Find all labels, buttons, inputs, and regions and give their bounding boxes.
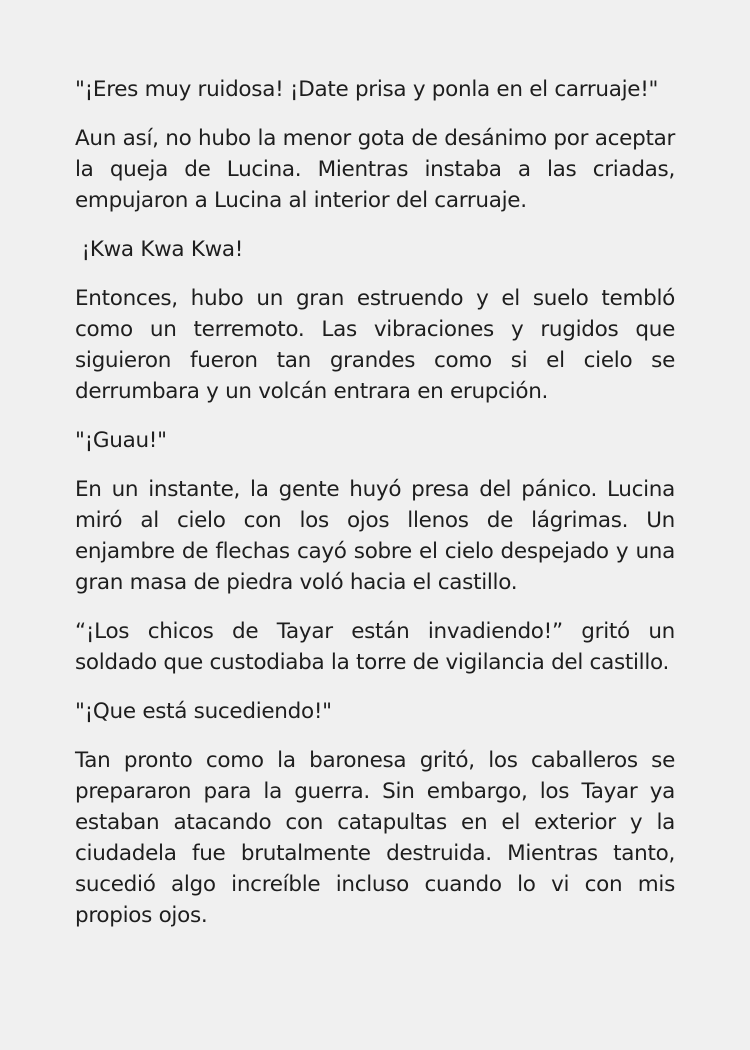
paragraph-8: "¡Que está sucediendo!"	[75, 699, 332, 724]
paragraph-5: "¡Guau!"	[75, 428, 167, 453]
paragraph-9: Tan pronto como la baronesa gritó, los caballeros se prepararon para la guerra. Sin embargo, los Tayar ya estaban atacando con catapultas en el exterior y la ciudadela fue brutalmente destruida. Mientras tanto, sucedió algo increíble incluso cuando lo vi con mis propios ojos.	[75, 748, 675, 928]
paragraph-7: “¡Los chicos de Tayar están invadiendo!” gritó un soldado que custodiaba la torre de vigilancia del castillo.	[75, 619, 675, 675]
paragraph-4: Entonces, hubo un gran estruendo y el suelo tembló como un terremoto. Las vibraciones y rugidos que siguieron fueron tan grandes como si el cielo se derrumbara y un volcán entrara en erupción.	[75, 286, 675, 404]
paragraph-2: Aun así, no hubo la menor gota de desánimo por aceptar la queja de Lucina. Mientras instaba a las criadas, empujaron a Lucina al interior del carruaje.	[75, 126, 675, 213]
paragraph-3: ¡Kwa Kwa Kwa!	[75, 237, 244, 262]
paragraph-6: En un instante, la gente huyó presa del pánico. Lucina miró al cielo con los ojos llenos de lágrimas. Un enjambre de flechas cayó sobre el cielo despejado y una gran masa de piedra voló hacia el castillo.	[75, 477, 675, 595]
paragraph-1: "¡Eres muy ruidosa! ¡Date prisa y ponla en el carruaje!"	[75, 77, 659, 102]
